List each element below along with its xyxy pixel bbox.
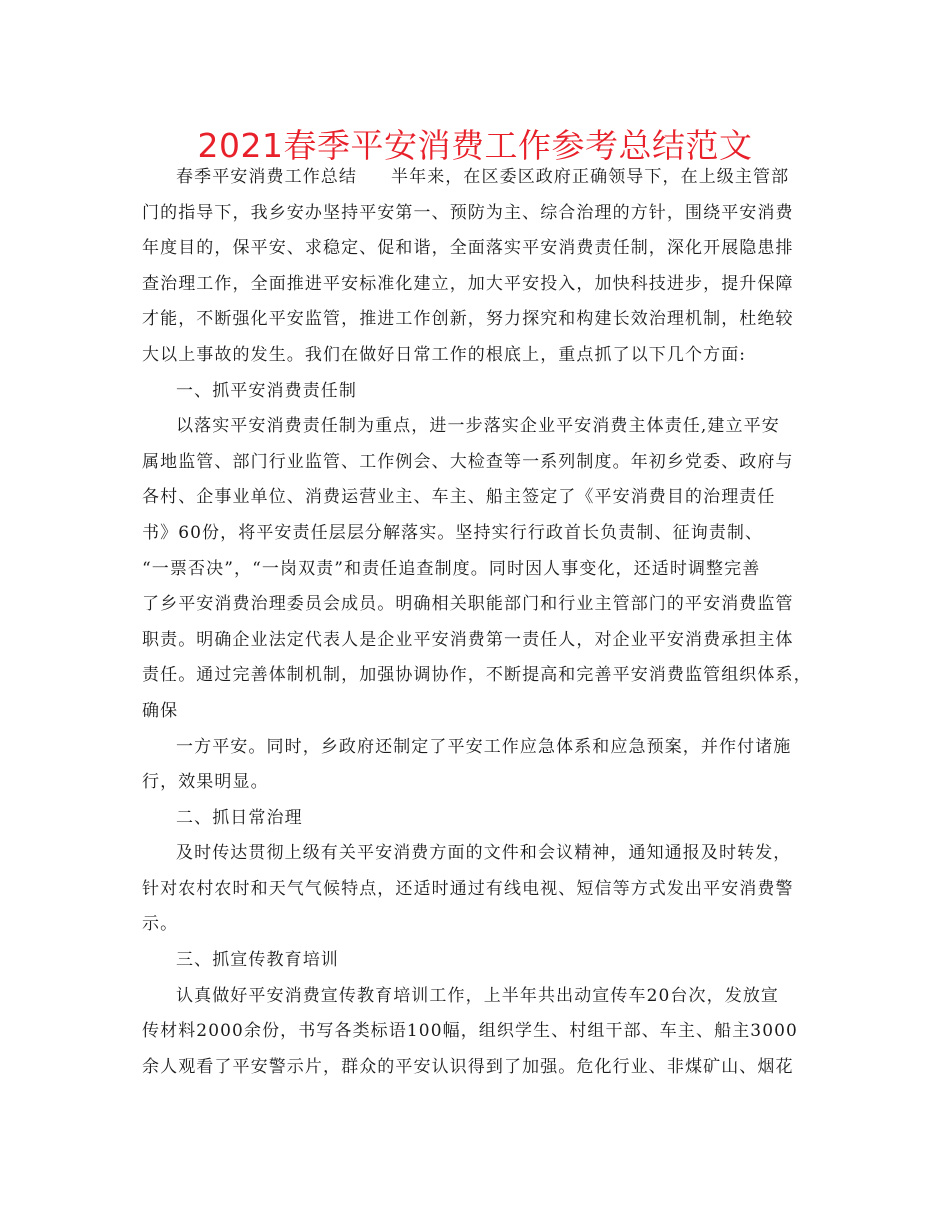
section-1-line: “一票否决”，“一岗双责”和责任追查制度。同时因人事变化，还适时调整完善 bbox=[142, 558, 761, 579]
intro-line: 才能，不断强化平安监管，推进工作创新，努力探究和构建长效治理机制，杜绝较 bbox=[142, 309, 794, 330]
section-2-line: 针对农村农时和天气气候特点，还适时通过有线电视、短信等方式发出平安消费警 bbox=[142, 878, 794, 899]
section-1-line: 属地监管、部门行业监管、工作例会、大检查等一系列制度。年初乡党委、政府与 bbox=[142, 451, 794, 472]
document-body bbox=[142, 160, 824, 1085]
intro-line-text: 半年来，在区委区政府正确领导下，在上级主管部 bbox=[391, 167, 790, 187]
intro-line: 门的指导下，我乡安办坚持平安第一、预防为主、综合治理的方针，围绕平安消费 bbox=[142, 202, 794, 223]
section-1-line: 各村、企事业单位、消费运营业主、车主、船主签定了《平安消费目的治理责任 bbox=[142, 487, 776, 508]
section-1-line: 职责。明确企业法定代表人是企业平安消费第一责任人，对企业平安消费承担主体 bbox=[142, 629, 794, 650]
section-3-line: 传材料2000余份，书写各类标语100幅，组织学生、村组干部、车主、船主3000 bbox=[142, 1021, 798, 1042]
section-1-line: 确保 bbox=[142, 700, 179, 721]
intro-line: 大以上事故的发生。我们在做好日常工作的根底上，重点抓了以下几个方面: bbox=[142, 344, 747, 365]
section-1-line: 一方平安。同时，乡政府还制定了平安工作应急体系和应急预案，并作付诸施 bbox=[176, 736, 792, 757]
document-title: 2021春季平安消费工作参考总结范文 bbox=[197, 126, 753, 165]
intro-line: 查治理工作，全面推进平安标准化建立，加大平安投入，加快科技进步，提升保障 bbox=[142, 273, 794, 294]
section-1-line: 了乡平安消费治理委员会成员。明确相关职能部门和行业主管部门的平安消费监管 bbox=[142, 594, 794, 615]
section-1-line: 书》60份，将平安责任层层分解落实。坚持实行行政首长负责制、征询责制、 bbox=[142, 522, 764, 543]
section-1-line: 行，效果明显。 bbox=[142, 772, 269, 793]
section-1-line: 责任。通过完善体制机制，加强协调协作，不断提高和完善平安消费监管组织体系， bbox=[142, 665, 812, 686]
section-2-line: 示。 bbox=[142, 914, 179, 935]
intro-line: 年度目的，保平安、求稳定、促和谐，全面落实平安消费责任制，深化开展隐患排 bbox=[142, 238, 794, 259]
section-2-heading: 二、抓日常治理 bbox=[176, 807, 303, 828]
intro-line bbox=[142, 160, 824, 196]
section-2-line: 及时传达贯彻上级有关平安消费方面的文件和会议精神，通知通报及时转发， bbox=[176, 843, 792, 864]
section-1-heading: 一、抓平安消费责任制 bbox=[176, 380, 357, 401]
section-3-line: 认真做好平安消费宣传教育培训工作，上半年共出动宣传车20台次，发放宣 bbox=[176, 985, 780, 1006]
section-1-line: 以落实平安消费责任制为重点，进一步落实企业平安消费主体责任,建立平安 bbox=[176, 416, 780, 437]
section-3-line: 余人观看了平安警示片，群众的平安认识得到了加强。危化行业、非煤矿山、烟花 bbox=[142, 1056, 794, 1077]
section-3-heading: 三、抓宣传教育培训 bbox=[176, 950, 339, 971]
intro-lead: 春季平安消费工作总结 bbox=[176, 167, 357, 187]
